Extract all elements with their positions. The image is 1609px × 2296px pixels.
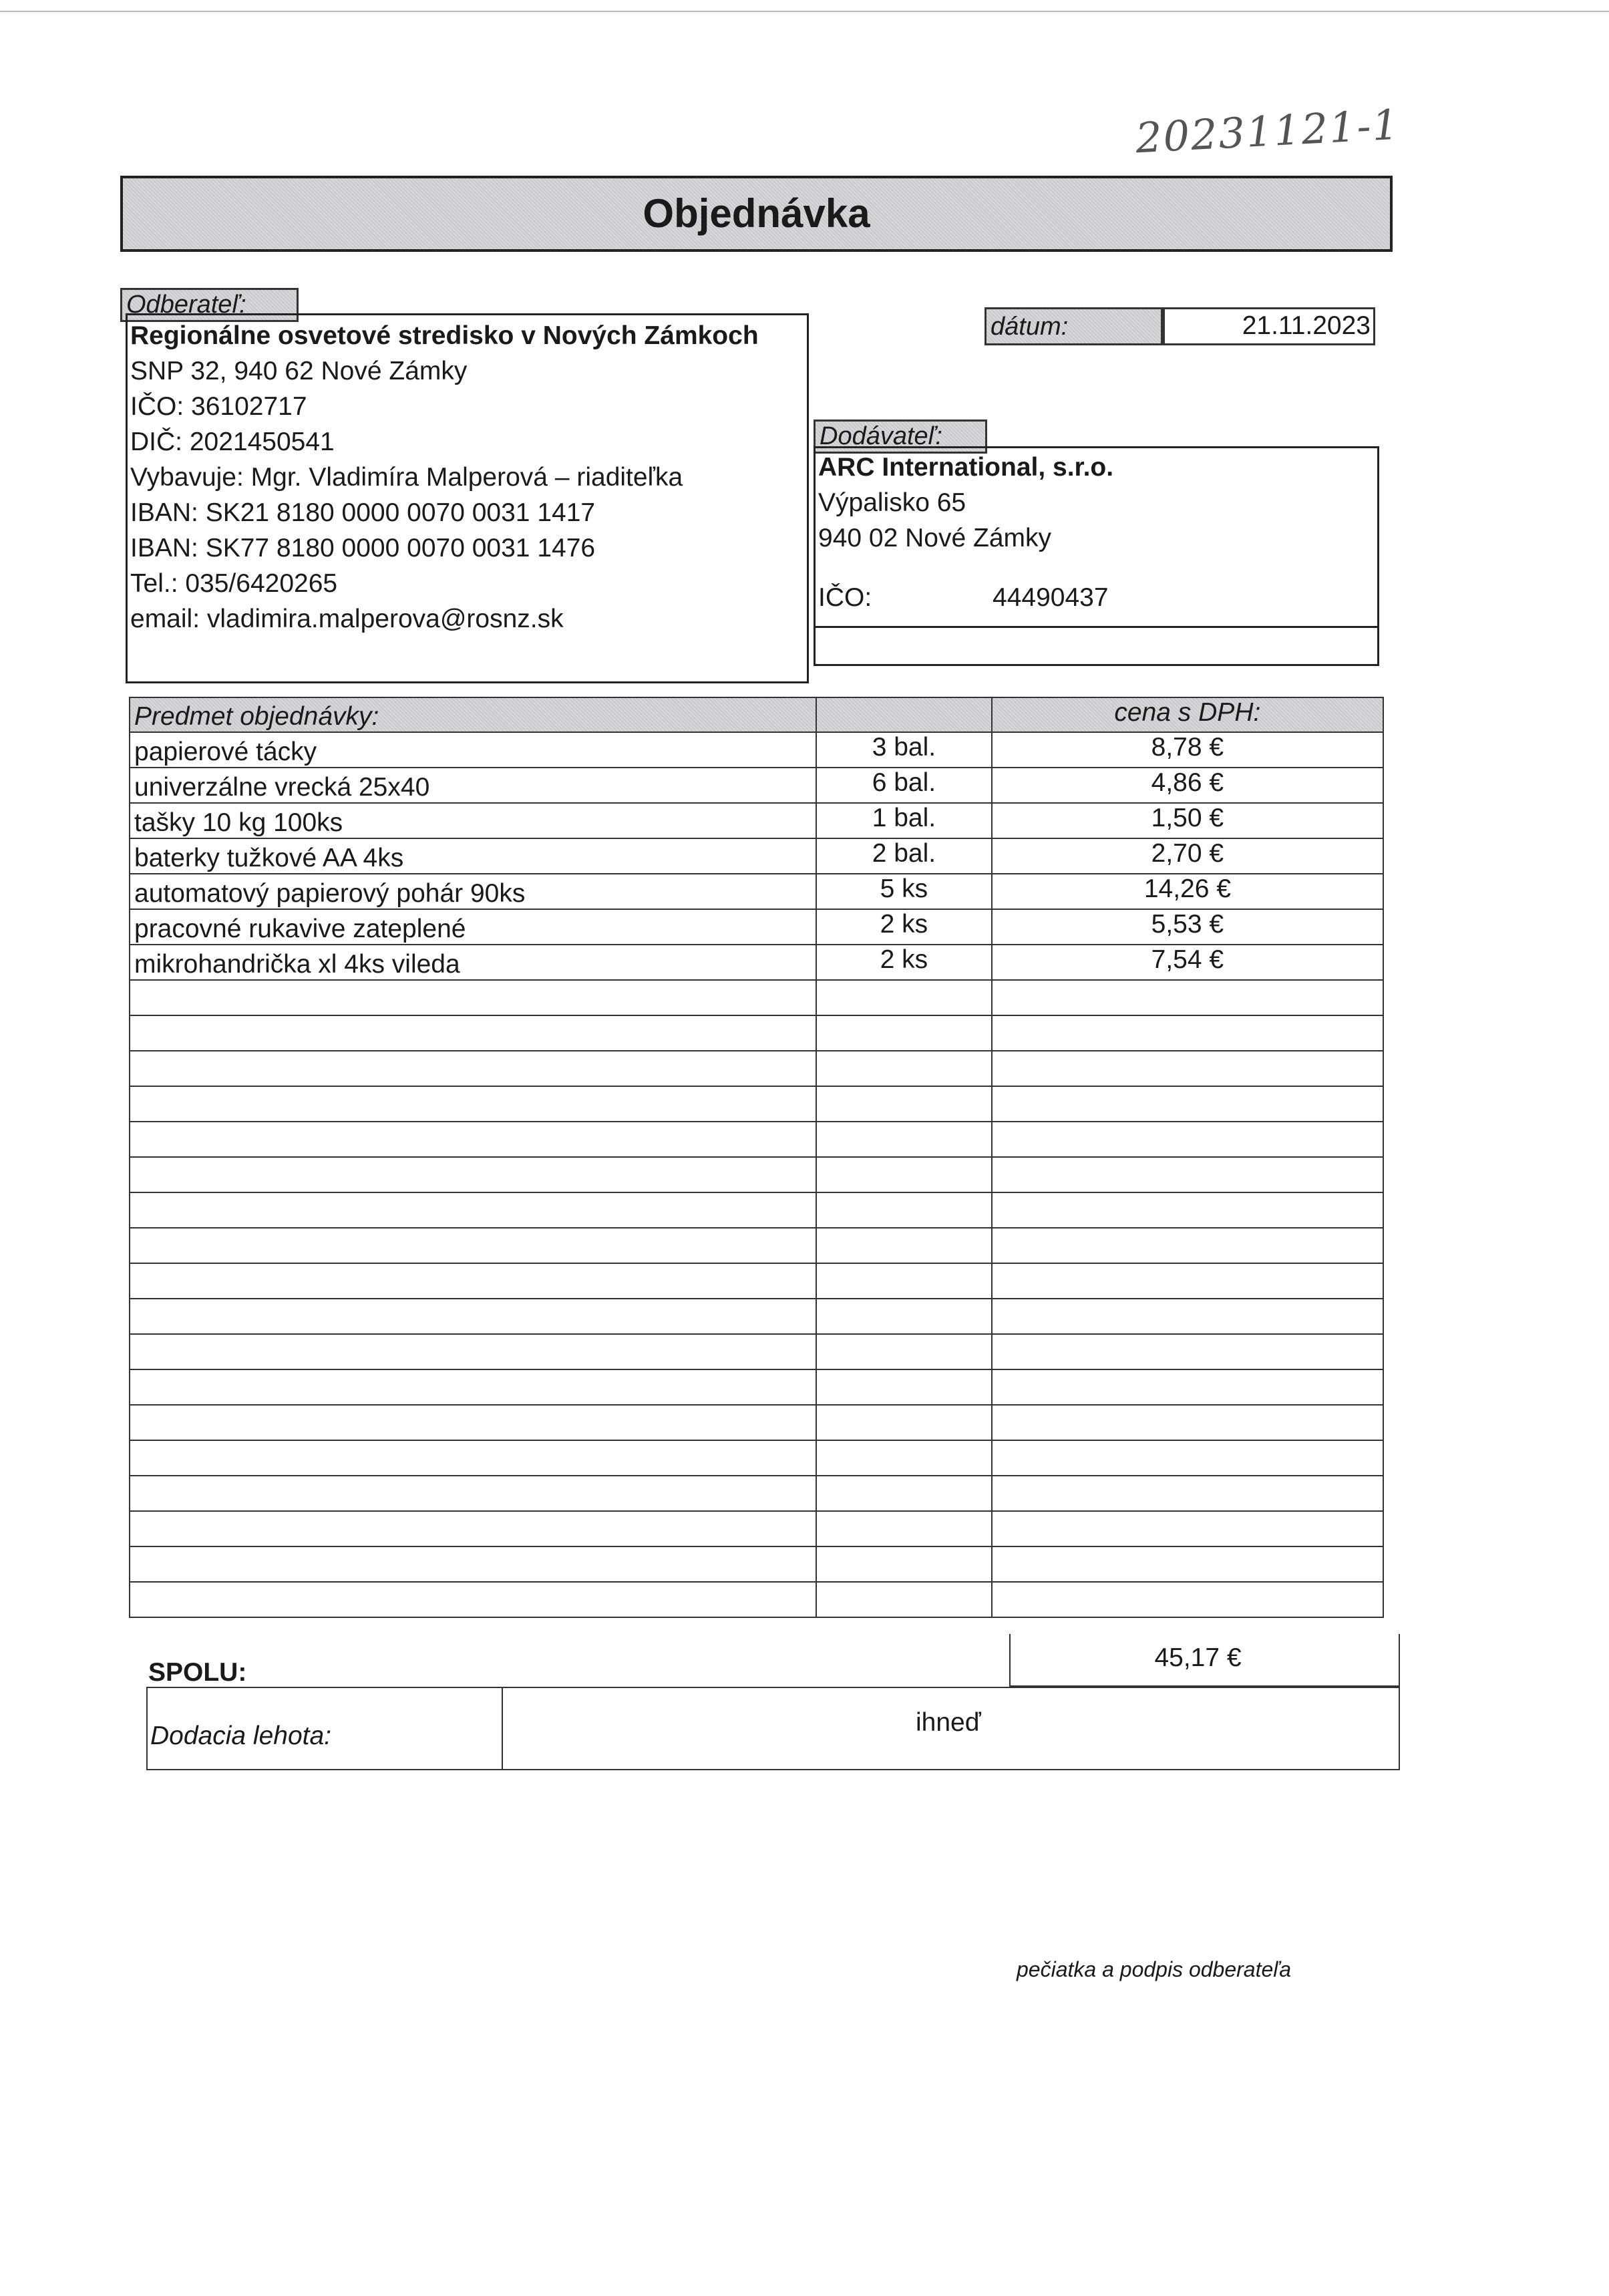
buyer-name: Regionálne osvetové stredisko v Nových Zámkoch xyxy=(130,321,759,350)
buyer-line: email: vladimira.malperova@rosnz.sk xyxy=(130,605,564,633)
buyer-label: Odberateľ: xyxy=(120,288,299,322)
table-row xyxy=(130,945,1383,980)
empty-row xyxy=(130,1228,1383,1263)
cell-qty: 1 bal. xyxy=(816,803,992,838)
scan-edge-line xyxy=(0,11,1609,12)
supplier-ico: 44490437 xyxy=(993,583,1109,612)
buyer-line: DIČ: 2021450541 xyxy=(130,428,335,456)
handwritten-order-number: 20231121-1 xyxy=(1134,100,1401,163)
cell-price: 1,50 € xyxy=(992,803,1383,838)
empty-row xyxy=(130,1086,1383,1122)
empty-row xyxy=(130,1015,1383,1051)
supplier-street: Výpalisko 65 xyxy=(818,488,966,517)
buyer-box xyxy=(126,313,809,683)
signature-label: pečiatka a podpis odberateľa xyxy=(1017,1957,1292,1981)
table-row xyxy=(130,732,1383,768)
cell-item: univerzálne vrecká 25x40 xyxy=(130,768,816,803)
buyer-line: IBAN: SK21 8180 0000 0070 0031 1417 xyxy=(130,498,596,527)
empty-row xyxy=(130,1192,1383,1228)
empty-row xyxy=(130,1334,1383,1369)
empty-row xyxy=(130,1440,1383,1476)
cell-item: tašky 10 kg 100ks xyxy=(130,803,816,838)
header-price: cena s DPH: xyxy=(992,697,1383,732)
cell-price: 4,86 € xyxy=(992,768,1383,803)
cell-qty: 3 bal. xyxy=(816,732,992,768)
supplier-city: 940 02 Nové Zámky xyxy=(818,524,1052,552)
cell-price: 7,54 € xyxy=(992,945,1383,980)
empty-row xyxy=(130,1582,1383,1617)
delivery-row xyxy=(146,1687,1400,1770)
empty-row xyxy=(130,1263,1383,1299)
empty-row xyxy=(130,1405,1383,1440)
cell-price: 8,78 € xyxy=(992,732,1383,768)
date-value: 21.11.2023 xyxy=(1163,307,1375,345)
table-row xyxy=(130,909,1383,945)
empty-row xyxy=(130,1511,1383,1546)
cell-qty: 2 bal. xyxy=(816,838,992,874)
supplier-box xyxy=(814,446,1379,666)
empty-row xyxy=(130,1299,1383,1334)
cell-qty: 2 ks xyxy=(816,909,992,945)
buyer-line: IBAN: SK77 8180 0000 0070 0031 1476 xyxy=(130,534,596,562)
cell-item: pracovné rukavive zateplené xyxy=(130,909,816,945)
table-row xyxy=(130,838,1383,874)
cell-price: 5,53 € xyxy=(992,909,1383,945)
title-box xyxy=(120,176,1393,252)
cell-item: mikrohandrička xl 4ks vileda xyxy=(130,945,816,980)
header-qty xyxy=(816,697,992,732)
empty-row xyxy=(130,1369,1383,1405)
empty-row xyxy=(130,1051,1383,1086)
cell-item: papierové tácky xyxy=(130,732,816,768)
divider xyxy=(502,1688,503,1769)
supplier-name: ARC International, s.r.o. xyxy=(818,453,1114,482)
supplier-ico-label: IČO: xyxy=(818,583,872,612)
date-label: dátum: xyxy=(985,307,1163,345)
divider xyxy=(816,626,1377,628)
buyer-details xyxy=(130,353,807,637)
cell-price: 2,70 € xyxy=(992,838,1383,874)
buyer-line: Vybavuje: Mgr. Vladimíra Malperová – riaditeľka xyxy=(130,463,683,492)
cell-qty: 5 ks xyxy=(816,874,992,909)
buyer-line: IČO: 36102717 xyxy=(130,392,307,421)
empty-row xyxy=(130,1476,1383,1511)
delivery-label: Dodacia lehota: xyxy=(150,1721,332,1750)
header-item: Predmet objednávky: xyxy=(130,697,816,732)
cell-qty: 6 bal. xyxy=(816,768,992,803)
items-table xyxy=(129,697,1384,1618)
delivery-value: ihneď xyxy=(916,1708,981,1737)
total-label: SPOLU: xyxy=(148,1658,247,1687)
cell-item: automatový papierový pohár 90ks xyxy=(130,874,816,909)
page-title: Objednávka xyxy=(643,191,870,236)
empty-row xyxy=(130,980,1383,1015)
table-row xyxy=(130,874,1383,909)
buyer-line: SNP 32, 940 62 Nové Zámky xyxy=(130,357,468,385)
cell-qty: 2 ks xyxy=(816,945,992,980)
cell-item: baterky tužkové AA 4ks xyxy=(130,838,816,874)
empty-row xyxy=(130,1546,1383,1582)
table-row xyxy=(130,803,1383,838)
supplier-label: Dodávateľ: xyxy=(814,420,987,454)
total-value: 45,17 € xyxy=(1009,1634,1400,1687)
table-row xyxy=(130,768,1383,803)
cell-price: 14,26 € xyxy=(992,874,1383,909)
empty-row xyxy=(130,1157,1383,1192)
empty-row xyxy=(130,1122,1383,1157)
buyer-line: Tel.: 035/6420265 xyxy=(130,569,338,598)
